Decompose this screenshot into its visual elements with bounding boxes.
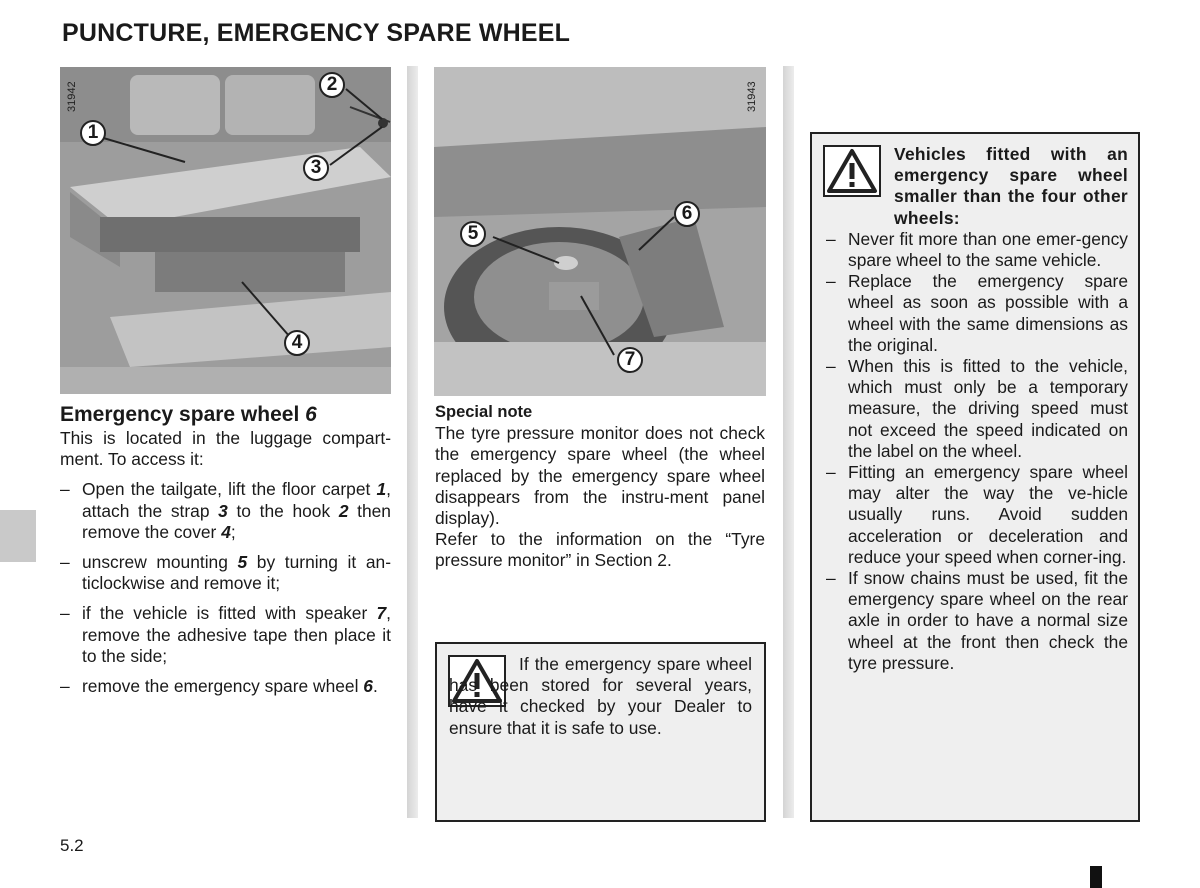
section-intro: This is located in the luggage compart-ment. To access it: xyxy=(60,428,391,470)
column-separator-1 xyxy=(407,66,418,818)
access-step: – remove the emergency spare wheel 6. xyxy=(60,676,391,697)
page-edge-marker xyxy=(1090,866,1102,888)
warning-item: – If snow chains must be used, fit the emergency spare wheel on the rear axle in order to have a normal size wheel at the front then check the tyre pressure. xyxy=(826,568,1128,674)
page-number: 5.2 xyxy=(60,836,84,855)
callout-2: 2 xyxy=(319,72,345,98)
warning-smaller-spare-content xyxy=(826,144,1128,674)
special-note-paragraph-1: The tyre pressure monitor does not check the emergency spare wheel (the wheel replaced by the emergency spare wheel disappears from the instru-ment panel display). xyxy=(435,423,765,529)
callout-3: 3 xyxy=(303,155,329,181)
section-heading xyxy=(60,402,391,428)
callout-4: 4 xyxy=(284,330,310,356)
warning-smaller-spare-heading: Vehicles fitted with an emergency spare wheel smaller than the four other wheels: xyxy=(894,144,1128,228)
warning-item: – Fitting an emergency spare wheel may alter the way the ve-hicle usually runs. Avoid sudden acceleration or deceleration and reduce your speed when corner-ing. xyxy=(826,462,1128,568)
luggage-compartment-photo xyxy=(60,67,391,394)
warning-item: – Replace the emergency spare wheel as soon as possible with a wheel with the same dimensions as the original. xyxy=(826,271,1128,356)
section-heading-number: 6 xyxy=(305,403,317,426)
callout-5: 5 xyxy=(460,221,486,247)
section-tab xyxy=(0,510,36,562)
callout-7: 7 xyxy=(617,347,643,373)
warning-item: – Never fit more than one emer-gency spare wheel to the same vehicle. xyxy=(826,229,1128,271)
spare-wheel-section xyxy=(60,402,391,697)
special-note-section xyxy=(435,402,765,572)
column-separator-2 xyxy=(783,66,794,818)
callout-6: 6 xyxy=(674,201,700,227)
callout-1: 1 xyxy=(80,120,106,146)
figure-reference-31943: 31943 xyxy=(746,81,758,112)
spare-wheel-well-photo xyxy=(434,67,766,396)
access-step: – unscrew mounting 5 by turning it an-ticlockwise and remove it; xyxy=(60,552,391,594)
warning-item: – When this is fitted to the vehicle, which must only be a temporary measure, the driving speed must not exceed the speed indicated on the label on the wheel. xyxy=(826,356,1128,462)
warning-box-storage xyxy=(435,642,766,822)
warning-box-smaller-spare xyxy=(810,132,1140,822)
access-step: – if the vehicle is fitted with speaker 7, remove the adhesive tape then place it to the side; xyxy=(60,603,391,667)
figure-reference-31942: 31942 xyxy=(66,81,78,112)
page-title: PUNCTURE, EMERGENCY SPARE WHEEL xyxy=(62,19,571,47)
special-note-paragraph-2: Refer to the information on the “Tyre pressure monitor” in Section 2. xyxy=(435,529,765,571)
section-heading-text: Emergency spare wheel xyxy=(60,403,300,426)
special-note-heading: Special note xyxy=(435,403,533,421)
warning-storage-text: If the emergency spare wheel has been stored for several years, have it checked by your Dealer to ensure that it is safe to use. xyxy=(449,654,752,738)
access-steps-list xyxy=(60,479,391,697)
warning-smaller-spare-list xyxy=(826,229,1128,674)
access-step: – Open the tailgate, lift the floor carpet 1, attach the strap 3 to the hook 2 then remove the cover 4; xyxy=(60,479,391,543)
